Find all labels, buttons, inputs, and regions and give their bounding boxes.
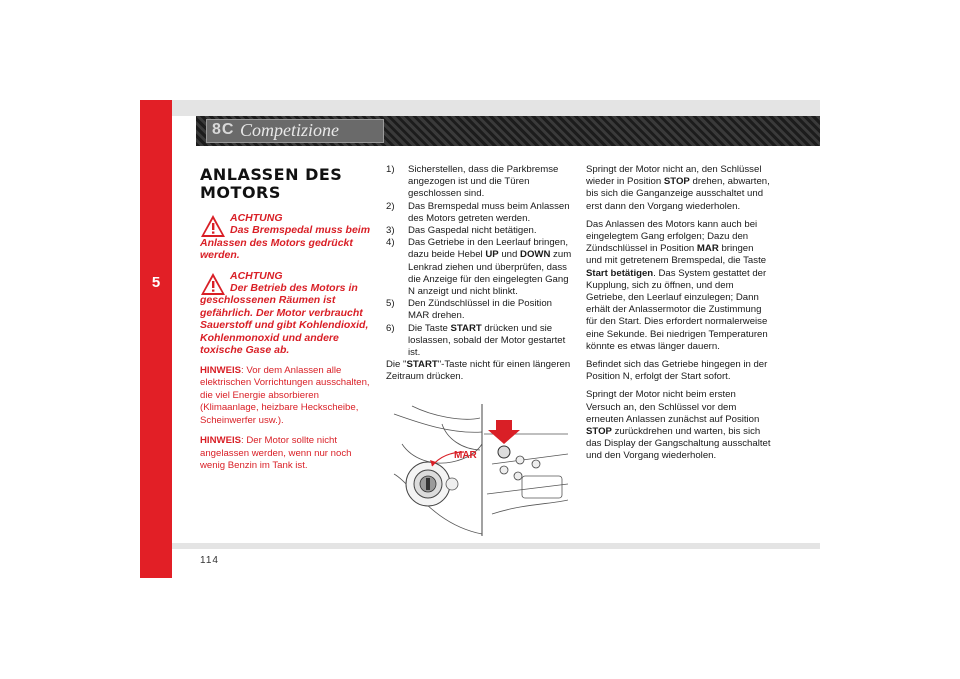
list-item: 4) Das Getriebe in den Leerlauf bringen, dazu beide Hebel UP und DOWN zum Lenkrad ziehen und überprüfen, dass die Anzeige für den eingelegten Gang N anzeigt und nicht blinkt.	[386, 237, 572, 298]
brand-logo-name: Competizione	[240, 120, 339, 140]
warning-text: Der Betrieb des Motors in geschlossenen Räumen ist gefährlich. Der Motor verbraucht Sauerstoff und gibt Kohlendioxid, Kohlenmonoxid und andere toxische Gase ab.	[200, 281, 369, 356]
left-column	[200, 166, 378, 481]
paragraph: Befindet sich das Getriebe hingegen in der Position N, erfolgt der Start sofort.	[586, 359, 768, 383]
footer-rule	[172, 543, 820, 549]
start-steps-list	[386, 164, 572, 359]
warning-block	[200, 212, 378, 262]
warning-text: Das Bremspedal muss beim Anlassen des Motors gedrückt werden.	[200, 224, 371, 261]
page-title: ANLASSEN DES MOTORS	[200, 165, 343, 202]
warning-title: ACHTUNG	[230, 269, 283, 282]
ignition-illustration	[392, 404, 568, 536]
list-item: 2) Das Bremspedal muss beim Anlassen des Motors getreten werden.	[386, 200, 570, 224]
page-number: 114	[200, 555, 219, 566]
chapter-number: 5	[151, 274, 161, 291]
note-paragraph: HINWEIS: Vor dem Anlassen alle elektrischen Vorrichtungen ausschalten, die viel Energie absorbieren (Klimaanlage, heizbare Heckscheibe, Scheinwerfer usw.).	[200, 364, 370, 426]
paragraph: Das Anlassen des Motors kann auch bei eingelegtem Gang erfolgen; Dazu den Zündschlüssel in Position MAR bringen und mit getretenem Bremspedal, die Taste Start betätigen. Das System gestattet der Kupplung, sich zu öffnen, und dem Getriebe, den Leerlauf einzulegen; Dann erhält der Anlassermotor die Zustimmung für den Start. Dies erfordert normalerweise eine Sekunde. Bei niedrigen Temperaturen könnte es etwas länger dauern.	[586, 218, 768, 352]
list-item: 1) Sicherstellen, dass die Parkbremse angezogen ist und die Türen geschlossen sind.	[386, 164, 559, 200]
list-item: 5) Den Zündschlüssel in die Position MAR drehen.	[386, 298, 552, 322]
right-column	[586, 164, 772, 469]
warning-triangle-icon	[200, 272, 226, 296]
middle-column	[386, 164, 572, 384]
mar-label: MAR	[454, 450, 477, 461]
note-paragraph: HINWEIS: Der Motor sollte nicht angelassen werden, wenn nur noch wenig Benzin im Tank ist.	[200, 435, 352, 471]
warning-block	[200, 270, 378, 357]
ignition-drawing	[392, 404, 568, 536]
chapter-sidebar-bar	[140, 100, 172, 578]
warning-triangle-icon	[200, 214, 226, 238]
brand-logo-prefix: 8C	[212, 121, 235, 138]
paragraph: Springt der Motor nicht beim ersten Versuch an, den Schlüssel vor dem erneuten Anlassen zunächst auf Position STOP zurückdrehen und warten, bis sich das Display der Gangschaltung ausschaltet und den Vorgang wiederholen.	[586, 389, 771, 462]
warning-title: ACHTUNG	[230, 212, 283, 224]
list-item: 3) Das Gaspedal nicht betätigen.	[386, 225, 537, 237]
list-item: 6) Die Taste START drücken und sie loslassen, sobald der Motor gestartet ist.	[386, 322, 566, 359]
start-button-note: Die "START"-Taste nicht für einen längeren Zeitraum drücken.	[386, 359, 571, 383]
paragraph: Springt der Motor nicht an, den Schlüssel wieder in Position STOP drehen, abwarten, bis sich die Ganganzeige ausschaltet und erst dann den Vorgang wiederholen.	[586, 164, 770, 212]
header-band	[172, 100, 820, 116]
